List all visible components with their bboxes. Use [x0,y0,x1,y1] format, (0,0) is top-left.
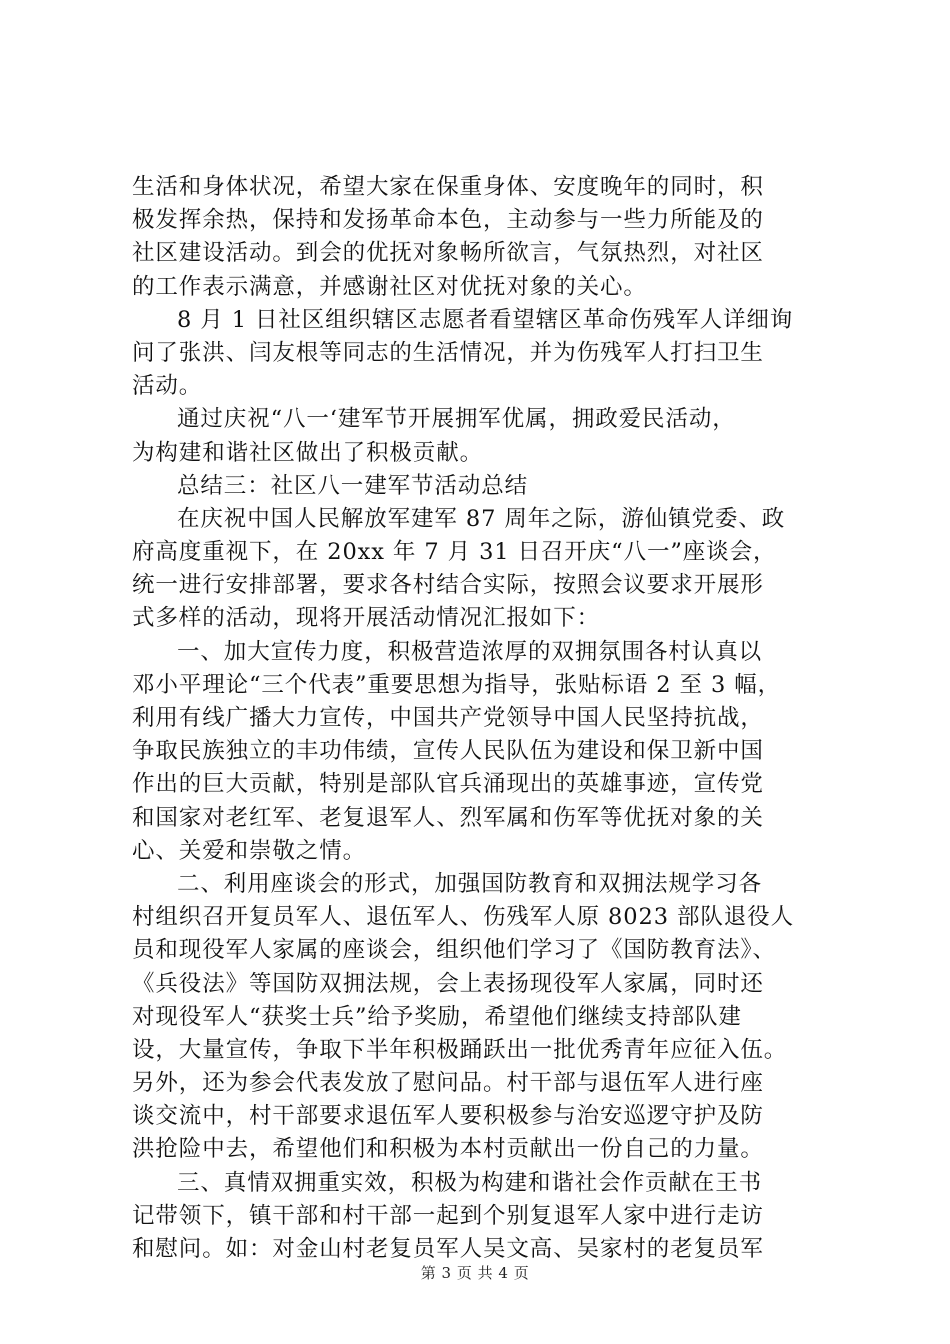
text-line: 极发挥余热，保持和发扬革命本色，主动参与一些力所能及的 [132,207,764,234]
page-footer: 第 3 页 共 4 页 [420,1264,530,1282]
text-line: 和慰问。如：对金山村老复员军人吴文高、吴家村的老复员军 [132,1236,764,1262]
text-line: 8 月 1 日社区组织辖区志愿者看望辖区革命伤残军人详细询 [177,306,794,333]
text-line: 作出的巨大贡献，特别是部队官兵涌现出的英雄事迹，宣传党 [132,771,764,798]
text-line: 社区建设活动。到会的优抚对象畅所欲言，气氛热烈，对社区 [132,240,764,267]
text-line: 生活和身体状况，希望大家在保重身体、安度晚年的同时，积 [132,174,764,200]
text-line: 邓小平理论“三个代表”重要思想为指导，张贴标语 2 至 3 幅， [132,671,782,698]
text-line: 府高度重视下，在 20xx 年 7 月 31 日召开庆“八一”座谈会， [132,539,777,566]
text-line: 《兵役法》等国防双拥法规，会上表扬现役军人家属，同时还 [132,970,764,997]
text-line: 利用有线广播大力宣传，中国共产党领导中国人民坚持抗战， [132,705,764,731]
text-line: 和国家对老红军、老复退军人、烈军属和伤军等优抚对象的关 [132,804,764,831]
text-line: 村组织召开复员军人、退伍军人、伤残军人原 8023 部队退役人 [132,904,794,931]
text-line: 在庆祝中国人民解放军建军 87 周年之际，游仙镇党委、政 [177,505,786,532]
text-line: 洪抢险中去，希望他们和积极为本村贡献出一份自己的力量。 [132,1136,764,1163]
text-line: 式多样的活动，现将开展活动情况汇报如下： [132,605,601,632]
text-line: 一、加大宣传力度，积极营造浓厚的双拥氛围各村认真以 [177,638,763,665]
text-line: 二、利用座谈会的形式，加强国防教育和双拥法规学习各 [177,870,763,897]
text-line: 活动。 [132,373,203,400]
text-line: 问了张洪、闫友根等同志的生活情况，并为伤残军人打扫卫生 [132,339,764,366]
text-line: 为构建和谐社区做出了积极贡献。 [132,439,484,466]
text-line: 设，大量宣传，争取下半年积极踊跃出一批优秀青年应征入伍。 [132,1036,788,1063]
text-line: 谈交流中，村干部要求退伍军人要积极参与治安巡逻守护及防 [132,1103,764,1130]
text-line: 争取民族独立的丰功伟绩，宣传人民队伍为建设和保卫新中国 [132,738,764,765]
text-line: 三、真情双拥重实效，积极为构建和谐社会作贡献在王书 [177,1169,763,1196]
document-body [132,171,832,1266]
text-line: 另外，还为参会代表发放了慰问品。村干部与退伍军人进行座 [132,1070,764,1097]
text-line: 的工作表示满意，并感谢社区对优抚对象的关心。 [132,273,647,300]
text-line: 对现役军人“获奖士兵”给予奖励，希望他们继续支持部队建 [132,1003,742,1030]
text-line: 心、关爱和崇敬之情。 [132,837,367,864]
text-line: 统一进行安排部署，要求各村结合实际，按照会议要求开展形 [132,572,764,599]
text-line: 记带领下，镇干部和村干部一起到个别复退军人家中进行走访 [132,1202,764,1229]
text-line: 总结三：社区八一建军节活动总结 [177,472,529,499]
text-line: 通过庆祝“八一‘建军节开展拥军优属，拥政爱民活动， [177,406,736,433]
text-line: 员和现役军人家属的座谈会，组织他们学习了《国防教育法》、 [132,937,776,964]
